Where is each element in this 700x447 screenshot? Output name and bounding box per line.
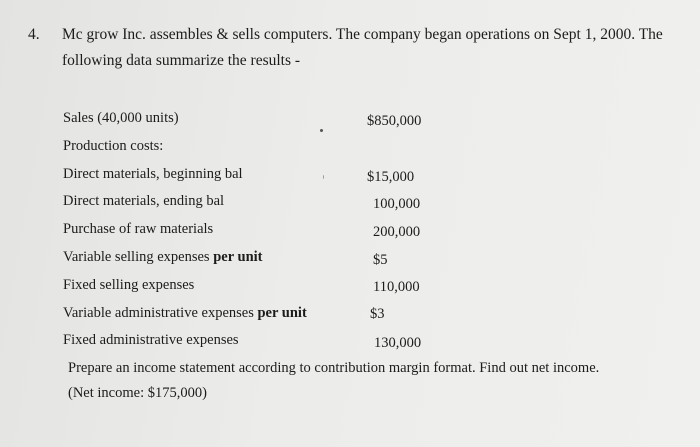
scan-speck — [320, 129, 323, 132]
instruction-text: Prepare an income statement according to contribution margin format. Find out net income. — [68, 360, 600, 376]
row-label-production-costs: Production costs: — [63, 138, 164, 154]
row-value-dm-ending: 100,000 — [373, 196, 421, 212]
question-number: 4. — [28, 26, 40, 43]
row-label-variable-selling-text: Variable selling expenses — [63, 249, 214, 265]
scan-speck — [323, 175, 324, 179]
row-value-sales: $850,000 — [367, 113, 422, 129]
row-value-fixed-selling: 110,000 — [373, 279, 420, 295]
row-label-sales: Sales (40,000 units) — [63, 110, 179, 126]
row-value-fixed-admin: 130,000 — [374, 335, 422, 351]
row-value-raw-materials: 200,000 — [373, 224, 421, 240]
row-label-raw-materials: Purchase of raw materials — [63, 221, 214, 237]
row-label-dm-beginning: Direct materials, beginning bal — [63, 166, 243, 182]
row-value-dm-beginning: $15,000 — [367, 169, 415, 185]
row-label-fixed-admin: Fixed administrative expenses — [63, 332, 239, 348]
question-text-line-2: following data summarize the results - — [62, 52, 301, 69]
row-label-variable-admin-text: Variable administrative expenses — [63, 305, 258, 321]
row-value-variable-selling: $5 — [373, 252, 388, 268]
row-label-variable-admin — [63, 305, 307, 322]
question-text-line-1: Mc grow Inc. assembles & sells computers. The company began operations on Sept 1, 2000. The — [62, 26, 663, 43]
row-label-variable-admin-emphasis: per unit — [257, 305, 307, 321]
answer-text: (Net income: $175,000) — [68, 385, 207, 401]
row-label-dm-ending: Direct materials, ending bal — [63, 193, 225, 209]
row-label-variable-selling-emphasis: per unit — [213, 249, 263, 265]
row-label-variable-selling — [63, 249, 263, 266]
row-label-fixed-selling: Fixed selling expenses — [63, 277, 195, 293]
row-value-variable-admin: $3 — [370, 306, 385, 322]
